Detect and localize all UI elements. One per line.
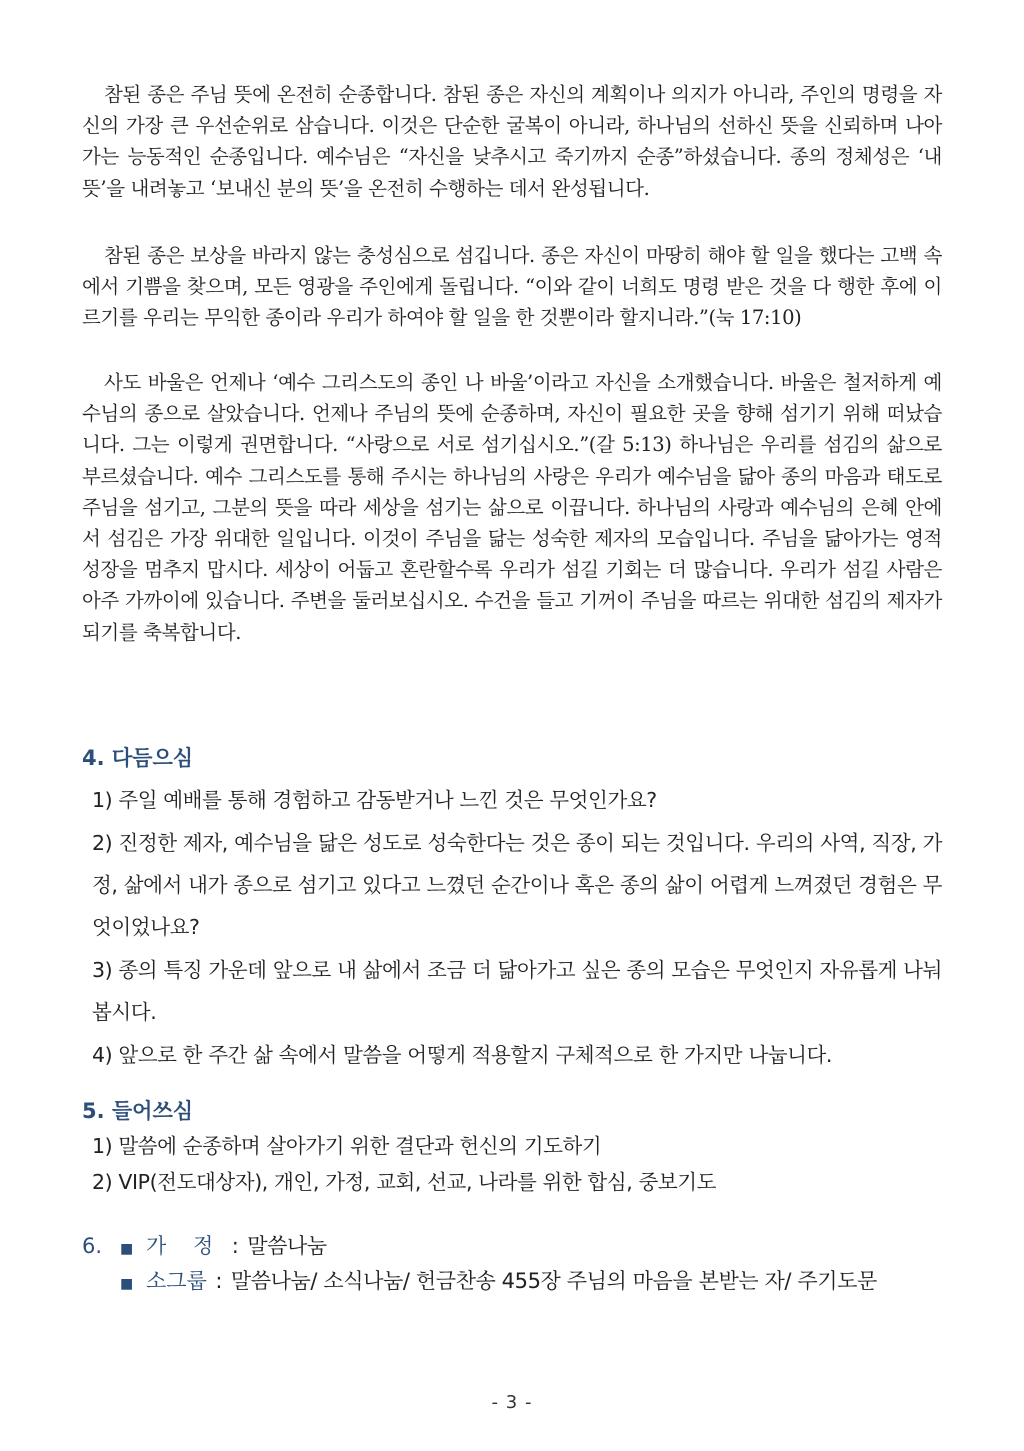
page-number: - 3 - — [491, 1392, 533, 1413]
section-4-heading: 4. 다듬으심 — [82, 746, 194, 770]
body-paragraph-3: 사도 바울은 언제나 ‘예수 그리스도의 종인 나 바울’이라고 자신을 소개했습니다. 바울은 철저하게 예수님의 종으로 살았습니다. 언제나 주님의 뜻에 순종하며, 자신이 필요한 곳을 향해 섬기기 위해 떠났습니다. 그는 이렇게 권면합니다. “사랑으로 서로 섬기십시오.”(갈 5:13) 하나님은 우리를 섬김의 삶으로 부르셨습니다. 예수 그리스도를 통해 주시는 하나님의 사랑은 우리가 예수님을 닮아 종의 마음과 태도로 주님을 섬기고, 그분의 뜻을 따라 세상을 섬기는 삶으로 이끕니다. 하나님의 사랑과 예수님의 은혜 안에서 섬김은 가장 위대한 일입니다. 이것이 주님을 닮는 성숙한 제자의 모습입니다. 주님을 닮아가는 영적 성장을 멈추지 맙시다. 세상이 어둡고 혼란할수록 우리가 섬길 기회는 더 많습니다. 우리가 섬길 사람은 아주 가까이에 있습니다. 주변을 둘러보십시오. 수건을 들고 기꺼이 주님을 따르는 위대한 섬김의 제자가 되기를 축복합니다. — [82, 371, 942, 644]
question-item-3: 3) 종의 특징 가운데 앞으로 내 삶에서 조금 더 닮아가고 싶은 종의 모습은 무엇인지 자유롭게 나눠봅시다. — [92, 958, 942, 1024]
section-6-row-small-group — [82, 1265, 877, 1300]
section-6 — [82, 1230, 877, 1300]
label-colon: : — [231, 1234, 239, 1258]
label-colon: : — [215, 1269, 223, 1293]
small-group-value: 말씀나눔/ 소식나눔/ 헌금찬송 455장 주님의 마음을 본받는 자/ 주기도문 — [230, 1269, 877, 1293]
section-4-question-list — [92, 779, 942, 1077]
prayer-item-1: 1) 말씀에 순종하며 살아가기 위한 결단과 헌신의 기도하기 — [92, 1134, 602, 1158]
question-item-1: 1) 주일 예배를 통해 경험하고 감동받거나 느낀 것은 무엇인가요? — [92, 788, 657, 812]
square-bullet-icon: ■ — [120, 1241, 134, 1257]
section-6-row-home — [82, 1230, 877, 1265]
question-item-2: 2) 진정한 제자, 예수님을 닮은 성도로 성숙한다는 것은 종이 되는 것입니다. 우리의 사역, 직장, 가정, 삶에서 내가 종으로 섬기고 있다고 느꼈던 순간이나 혹은 종의 삶이 어렵게 느껴졌던 경험은 무엇이었나요? — [92, 831, 942, 939]
small-group-label: 소그룹 — [146, 1269, 207, 1293]
section-6-number: 6. — [82, 1234, 103, 1258]
square-bullet-icon: ■ — [120, 1276, 134, 1292]
body-paragraph-1: 참된 종은 주님 뜻에 온전히 순종합니다. 참된 종은 자신의 계획이나 의지가 아니라, 주인의 명령을 자신의 가장 큰 우선순위로 삼습니다. 이것은 단순한 굴복이 아니라, 하나님의 선하신 뜻을 신뢰하며 나아가는 능동적인 순종입니다. 예수님은 “자신을 낮추시고 죽기까지 순종”하셨습니다. 종의 정체성은 ‘내 뜻’을 내려놓고 ‘보내신 분의 뜻’을 온전히 수행하는 데서 완성됩니다. — [82, 83, 942, 200]
home-label: 가 정 — [146, 1234, 224, 1258]
prayer-item-2: 2) VIP(전도대상자), 개인, 가정, 교회, 선교, 나라를 위한 합심, 중보기도 — [92, 1170, 717, 1194]
home-value: 말씀나눔 — [247, 1234, 327, 1258]
question-item-4: 4) 앞으로 한 주간 삶 속에서 말씀을 어떻게 적용할지 구체적으로 한 가지만 나눕니다. — [92, 1043, 833, 1067]
section-5-heading: 5. 들어쓰심 — [82, 1099, 194, 1123]
section-5-list — [92, 1128, 942, 1200]
body-paragraph-2: 참된 종은 보상을 바라지 않는 충성심으로 섬깁니다. 종은 자신이 마땅히 해야 할 일을 했다는 고백 속에서 기쁨을 찾으며, 모든 영광을 주인에게 돌립니다. “이와 같이 너희도 명령 받은 것을 다 행한 후에 이르기를 우리는 무익한 종이라 우리가 하여야 할 일을 한 것뿐이라 할지니라.”(눅 17:10) — [82, 244, 942, 330]
